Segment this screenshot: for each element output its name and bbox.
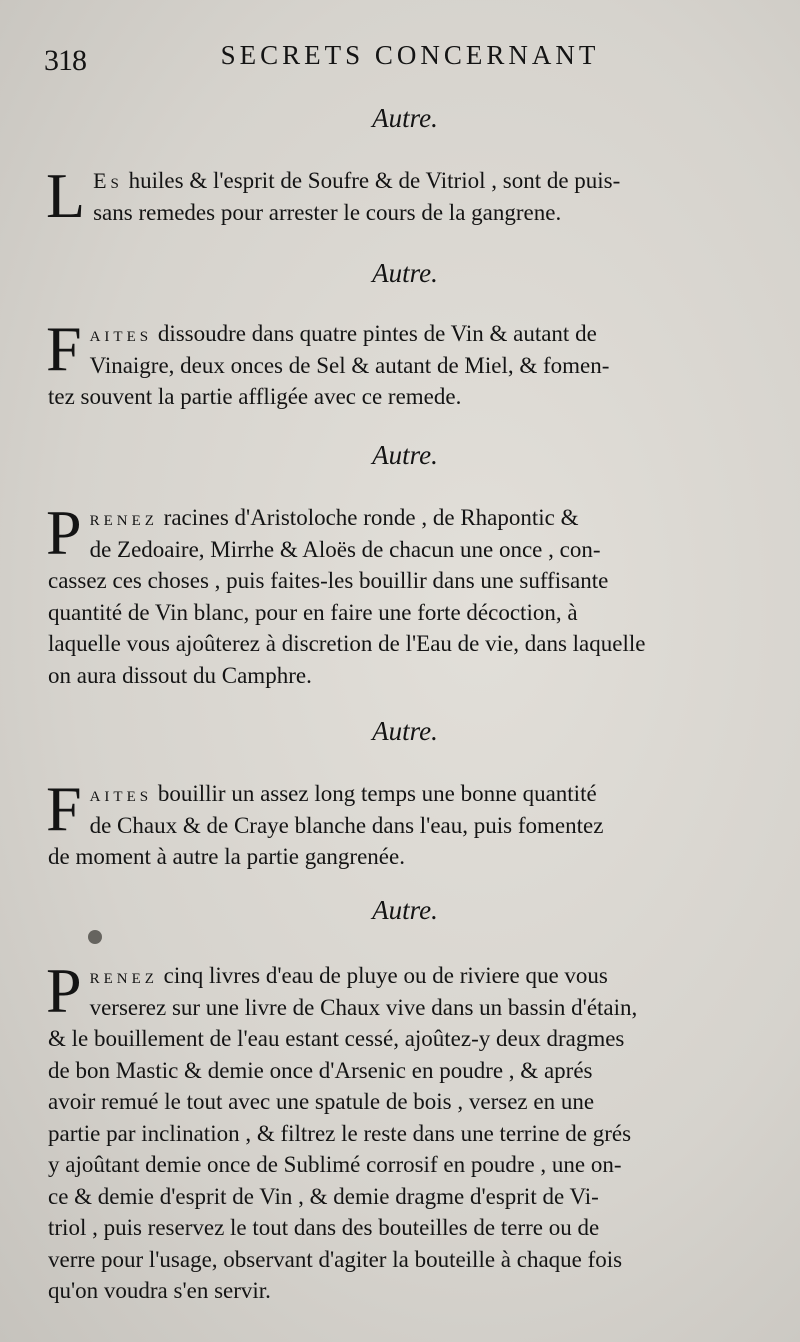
text-line: de bon Mastic & demie once d'Arsenic en poudre , & aprés: [48, 1057, 593, 1083]
text-line: partie par inclination , & filtrez le reste dans une terrine de grés: [48, 1120, 632, 1146]
text-line: verre pour l'usage, observant d'agiter la bouteille à chaque fois: [48, 1246, 623, 1272]
text-line: de Chaux & de Craye blanche dans l'eau, puis fomentez: [89, 812, 604, 838]
lead-word: renez: [89, 963, 158, 988]
text-line: de moment à autre la partie gangrenée.: [48, 844, 405, 869]
ink-smudge: [88, 930, 102, 944]
section-heading: Autre.: [372, 716, 438, 746]
text-line: bouillir un assez long temps une bonne quantité: [152, 781, 597, 806]
text-line: ce & demie d'esprit de Vin , & demie dragme d'esprit de Vi-: [48, 1183, 599, 1209]
drop-cap: P: [46, 955, 82, 1026]
section-heading: Autre.: [372, 895, 438, 925]
drop-cap: P: [46, 497, 82, 568]
page-number: 318: [44, 44, 86, 77]
lead-word: aites: [89, 781, 153, 806]
section-heading: Autre.: [372, 103, 438, 133]
paragraph: [46, 160, 754, 231]
text-line: qu'on voudra s'en servir.: [48, 1278, 271, 1303]
text-line: cinq livres d'eau de pluye ou de riviere que vous: [157, 963, 608, 988]
paragraph: [46, 773, 754, 873]
text-line: huiles & l'esprit de Soufre & de Vitriol , sont de puis-: [122, 168, 621, 193]
text-line: laquelle vous ajoûterez à discretion de l'Eau de vie, dans laquelle: [48, 631, 646, 656]
text-line: dissoudre dans quatre pintes de Vin & autant de: [152, 321, 597, 346]
drop-cap: L: [46, 160, 86, 231]
text-line: de Zedoaire, Mirrhe & Aloës de chacun une once , con-: [89, 536, 601, 562]
text-line: cassez ces choses , puis faites-les bouillir dans une suffisante: [48, 568, 609, 593]
text-line: y ajoûtant demie once de Sublimé corrosif en poudre , une on-: [48, 1152, 622, 1177]
section-heading: Autre.: [372, 258, 438, 288]
text-line: avoir remué le tout avec une spatule de bois , versez en une: [48, 1089, 595, 1114]
section-heading: Autre.: [372, 440, 438, 470]
paragraph: [46, 313, 754, 413]
lead-word: renez: [89, 505, 158, 530]
text-line: Vinaigre, deux onces de Sel & autant de Miel, & fomen-: [89, 352, 610, 378]
paragraph: [46, 955, 754, 1307]
text-line: on aura dissout du Camphre.: [48, 662, 312, 688]
text-line: & le bouillement de l'eau estant cessé, ajoûtez-y deux dragmes: [48, 1026, 625, 1051]
drop-cap: F: [46, 313, 82, 384]
drop-cap: F: [46, 773, 82, 844]
running-head: SECRETS CONCERNANT: [220, 40, 600, 70]
lead-word: aites: [89, 321, 153, 346]
text-line: racines d'Aristoloche ronde , de Rhapontic &: [157, 505, 579, 530]
lead-word: Es: [93, 168, 123, 193]
text-line: sans remedes pour arrester le cours de la gangrene.: [93, 199, 562, 225]
text-line: triol , puis reservez le tout dans des bouteilles de terre ou de: [48, 1215, 600, 1240]
text-line: quantité de Vin blanc, pour en faire une forte décoction, à: [48, 599, 578, 625]
paragraph: [46, 497, 754, 691]
text-line: verserez sur une livre de Chaux vive dans un bassin d'étain,: [89, 994, 638, 1020]
text-line: tez souvent la partie affligée avec ce remede.: [48, 384, 462, 409]
